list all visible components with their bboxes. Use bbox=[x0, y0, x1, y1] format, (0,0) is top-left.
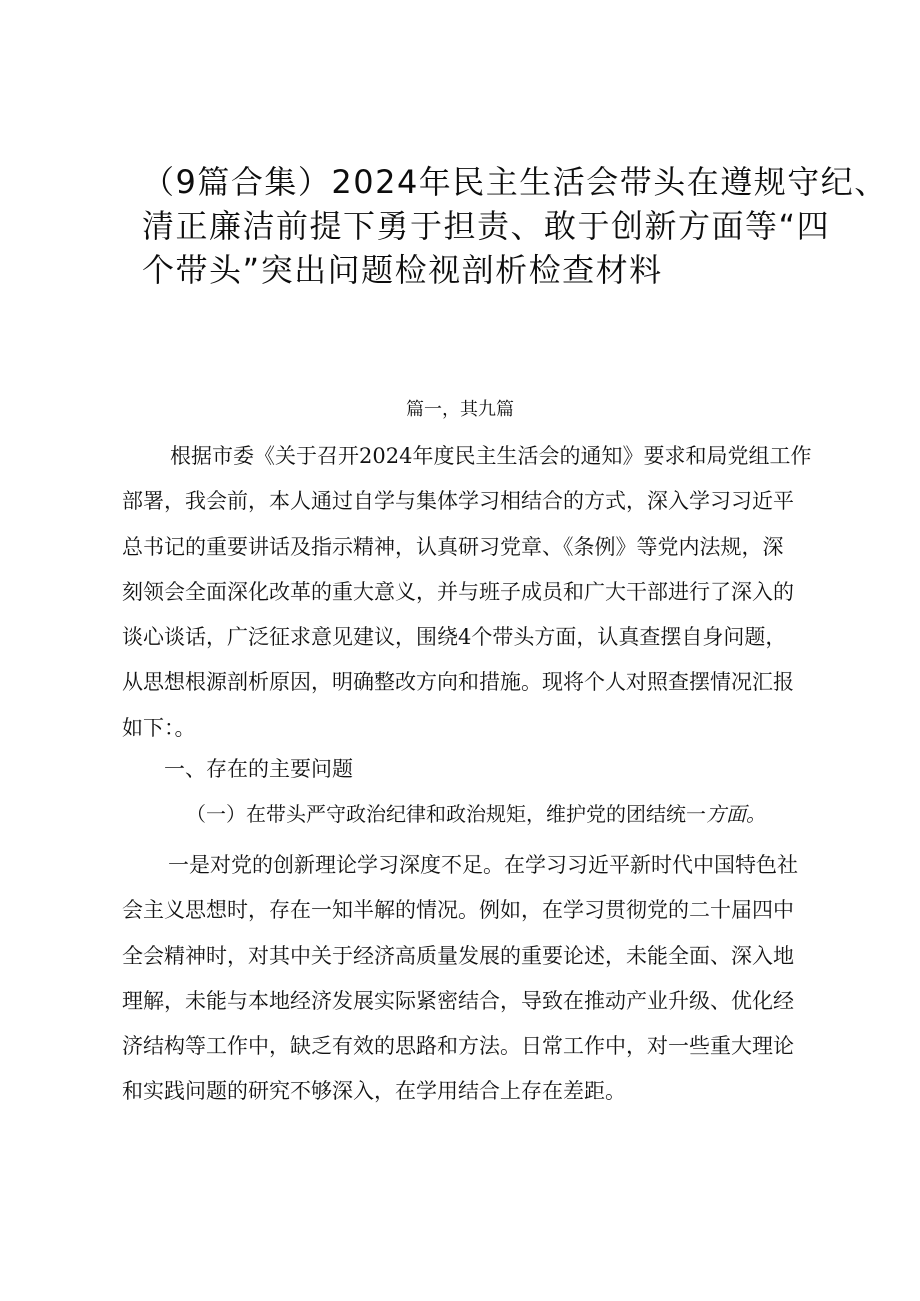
intro-paragraph bbox=[122, 434, 822, 751]
paragraph-line: 部署，我会前，本人通过自学与集体学习相结合的方式，深入学习习近平 bbox=[122, 489, 794, 514]
paragraph-line: 济结构等工作中，缺乏有效的思路和方法。日常工作中，对一些重大理论 bbox=[122, 1034, 794, 1059]
paragraph-line: 谈心谈话，广泛征求意见建议，围绕4个带头方面，认真查摆自身问题， bbox=[122, 625, 787, 650]
title-line: 个带头”突出问题检视剖析检查材料 bbox=[142, 251, 663, 289]
paragraph-line: 根据市委《关于召开2024年度民主生活会的通知》要求和局党组工作 bbox=[170, 444, 812, 468]
paragraph-line: 理解，未能与本地经济发展实际紧密结合，导致在推动产业升级、优化经 bbox=[122, 988, 794, 1013]
title-line: 清正廉洁前提下勇于担责、敢于创新方面等“四 bbox=[142, 207, 831, 245]
subsection-heading-main: （一）在带头严守政治纪律和政治规矩，维护党的团结统一 bbox=[186, 802, 706, 826]
paragraph-line: 刻领会全面深化改革的重大意义，并与班子成员和广大干部进行了深入的 bbox=[122, 579, 794, 604]
section-heading: 一、存在的主要问题 bbox=[164, 757, 353, 781]
subsection-heading-tail: 方面。 bbox=[706, 802, 766, 826]
title-line: （9篇合集）2024年民主生活会带头在遵规守纪、 bbox=[142, 163, 888, 201]
paragraph-line: 一是对党的创新理论学习深度不足。在学习习近平新时代中国特色社 bbox=[168, 853, 798, 877]
paragraph-line: 从思想根源剖析原因，明确整改方向和措施。现将个人对照查摆情况汇报 bbox=[122, 670, 794, 695]
paragraph-line: 和实践问题的研究不够深入，在学用结合上存在差距。 bbox=[122, 1079, 626, 1104]
document-subtitle: 篇一，其九篇 bbox=[406, 399, 514, 420]
paragraph-line: 会主义思想时，存在一知半解的情况。例如，在学习贯彻党的二十届四中 bbox=[122, 898, 794, 923]
document-title bbox=[142, 160, 888, 292]
paragraph-line: 总书记的重要讲话及指示精神，认真研习党章、《条例》等党内法规，深 bbox=[122, 534, 784, 559]
subsection-heading bbox=[186, 797, 766, 831]
paragraph-line: 全会精神时，对其中关于经济高质量发展的重要论述，未能全面、深入地 bbox=[122, 943, 794, 968]
body-paragraph bbox=[122, 843, 822, 1115]
paragraph-line: 如下：。 bbox=[122, 715, 196, 740]
